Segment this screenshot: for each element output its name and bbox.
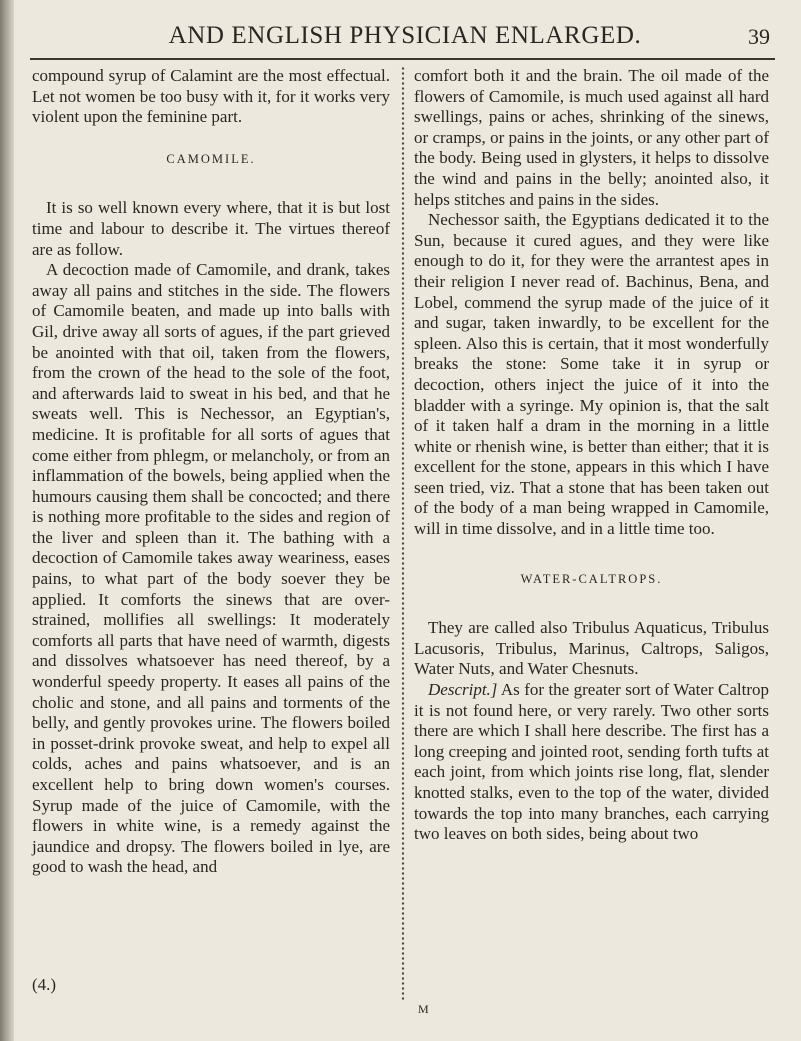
water-caltrops-heading: WATER-CALTROPS. [520, 571, 663, 586]
camomile-heading: CAMOMILE. [166, 151, 256, 166]
header-rule [30, 58, 775, 60]
right-paragraph-1: comfort both it and the brain. The oil made of the flowers of Camomile, is much used against all hard swellings, pains or aches, shrinking of the sinews, or cramps, or pains in the joints, or any other part of the body. Being used in glysters, it helps to dissolve the wind and pains in the belly; anointed also, it helps stitches and pains in the sides. [414, 66, 769, 209]
description-text: As for the greater sort of Water Caltrop it is not found here, or very rarely. Two other sorts there are which I shall here describe. The first has a long creeping and jointed root, sending forth tufts at each joint, from which joints rise long, flat, slender knotted stalks, even to the top of the water, divided towards the top into many branches, each carrying two leaves on both sides, being about two [414, 680, 770, 844]
camomile-paragraph-2: A decoction made of Camomile, and drank, takes away all pains and stitches in the side. The flowers of Camomile beaten, and made up into balls with Gil, drive away all sorts of agues, if the part grieved be anointed with that oil, taken from the flowers, from the crown of the head to the sole of the foot, and afterwards laid to sweat in his bed, and that he sweats well. This is Nechessor, an Egyptian's, medicine. It is profitable for all sorts of agues that come either from phlegm, or melancholy, or from an inflammation of the bowels, being applied when the humours causing them shall be concocted; and there is nothing more profitable to the sides and region of the liver and spleen than it. The bathing with a decoction of Camomile takes away weariness, eases pains, to what part of the body soever they be applied. It comforts the sinews that are over-strained, mollifies all swellings: It moderately comforts all parts that have need of warmth, digests and dissolves whatsoever has need thereof, by a wonderful speedy property. It eases all pains of the cholic and stone, and all pains and torments of the belly, and gently provokes urine. The flowers boiled in posset-drink provoke sweat, and help to expel all colds, aches and pains whatsoever, and is an excellent help to bring down women's courses. Syrup made of the juice of Camomile, with the flowers in white wine, is a remedy against the jaundice and dropsy. The flowers boiled in lye, are good to wash the head, and [32, 260, 390, 877]
book-spine-shadow [0, 0, 14, 1041]
left-column [32, 66, 390, 878]
left-intro-paragraph: compound syrup of Calamint are the most effectual. Let not women be too busy with it, for it works very violent upon the feminine part. [32, 66, 390, 127]
water-caltrops-description [414, 680, 769, 845]
column-divider [399, 66, 407, 1000]
camomile-paragraph-1: It is so well known every where, that it is but lost time and labour to describe it. The virtues thereof are as follow. [32, 198, 390, 259]
right-paragraph-2: Nechessor saith, the Egyptians dedicated it to the Sun, because it cured agues, and they were like enough to do it, for they were the arrantest apes in their religion I never read of. Bachinus, Bena, and Lobel, commend the syrup made of the juice of it and sugar, taken inwardly, to be excellent for the spleen. Also this is certain, that it most wonderfully breaks the stone: Some take it in syrup or decoction, others inject the juice of it into the bladder with a syringe. My opinion is, that the salt of it taken half a dram in the morning in a little white or rhenish wine, is better than either; that it is excellent for the stone, appears in this which I have seen tried, viz. That a stone that has been taken out of the body of a man being wrapped in Camomile, will in time dissolve, and in a little time too. [414, 210, 769, 539]
right-column [414, 66, 769, 845]
description-label: Descript.] [428, 680, 498, 700]
running-title: AND ENGLISH PHYSICIAN ENLARGED. [168, 22, 642, 49]
water-caltrops-paragraph-1: They are called also Tribulus Aquaticus, Tribulus Lacusoris, Tribulus, Marinus, Caltrops, Saligos, Water Nuts, and Water Chesnuts. [414, 618, 769, 679]
signature-mark-left: (4.) [32, 975, 57, 994]
signature-mark-right: M [418, 1002, 430, 1016]
page-header [30, 22, 780, 56]
page-number: 39 [748, 24, 770, 49]
